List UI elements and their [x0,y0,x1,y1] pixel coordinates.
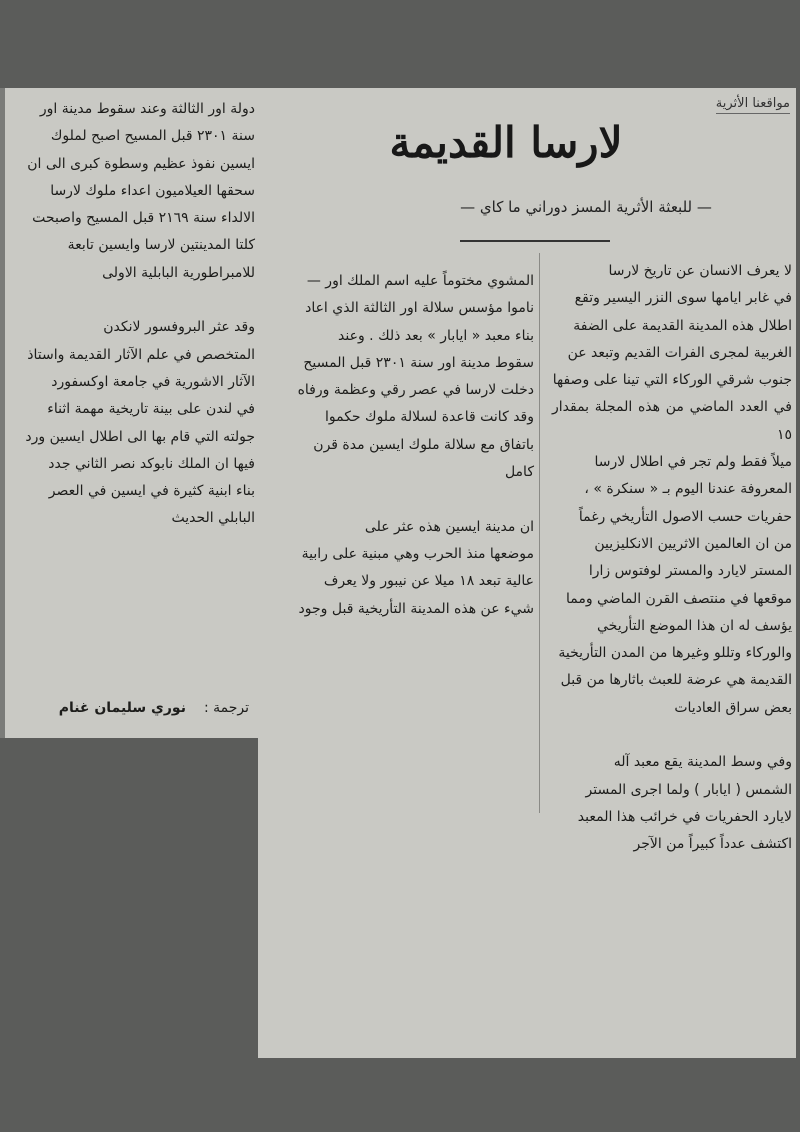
translator-name: نوري سليمان غنام [58,700,186,716]
column-1-text: لا يعرف الانسان عن تاريخ لارسا في غابر ايامها سوى النزر اليسير وتقع اطلال هذه المدينة القديمة على الضفة الغربية لمجرى الفرات القديم وتبعد عن جنوب شرقي الوركاء التي تينا على وصفها في العدد الماضي من هذه المجلة بمقدار ١٥ ميلاً فقط ولم تجر في اطلال لارسا المعروفة عندنا اليوم بـ « سنكرة » ، حفريات حسب الاصول التأريخي رغماً من ان العالمين الاثريين الانكليزيين المستر لايارد والمستر لوفتوس زارا موقعها في منتصف القرن الماضي ومما يؤسف له ان هذا الموضع التأريخي والوركاء وتللو وغيرها من المدن التأريخية القديمة هي عرضة للعبث باثارها من قبل بعض سراق العاديات وفي وسط المدينة يقع معبد آله الشمس ( ايابار ) ولما اجرى المستر لايارد الحفريات في خرائب هذا المعبد اكتشف عدداً كبيراً من الآجر [552,263,792,853]
translator-credit [19,700,249,716]
article-title: لارسا القديمة [389,118,623,167]
article-column-1 [552,258,792,859]
column-3-text: دولة اور الثالثة وعند سقوط مدينة اور سنة ٢٣٠١ قبل المسيح اصبح لملوك ايسين نفوذ عظيم وسطوة كبرى الى ان سحقها العيلاميون اعداء ملوك لارسا الالداء سنة ٢١٦٩ قبل المسيح واصبحت كلتا المدينتين لارسا وايسين تابعة للامبراطورية البابلية الاولى وقد عثر البروفسور لانكدن المتخصص في علم الآثار القديمة واستاذ الآثار الاشورية في جامعة اوكسفورد في لندن على بينة تاريخية مهمة اثناء جولته التي قام بها الى اطلال ايسين ورد فيها ان الملك نابوكد نصر الثاني جدد بناء ابنية كثيرة في ايسين في العصر البابلي الحديث [25,101,255,527]
article-column-2 [282,268,534,623]
title-rule [460,240,610,242]
column-2-text: المشوي مختوماً عليه اسم الملك اور — ناموا مؤسس سلالة اور الثالثة الذي اعاد بناء معبد « ايابار » بعد ذلك . وعند سقوط مدينة اور سنة ٢٣٠١ قبل المسيح دخلت لارسا في عصر رقي وعظمة ورفاه وقد كانت قاعدة لسلالة ملوك حكموا باتفاق مع سلالة ملوك ايسين مدة قرن كامل ان مدينة ايسين هذه عثر على موضعها منذ الحرب وهي مبنية على رابية عالية تبعد ١٨ ميلا عن نيبور ولا يعرف شيء عن هذه المدينة التأريخية قبل وجود [297,273,534,617]
section-label: مواقعنا الأثرية [716,96,790,114]
article-column-3 [15,96,255,533]
clipping-main-part [258,88,796,1058]
translator-label: ترجمة : [203,700,249,716]
clipping-left-part [5,88,263,738]
article-byline: — للبعثة الأثرية المسز دوراني ما كاي — [460,198,712,216]
column-divider [539,253,540,813]
